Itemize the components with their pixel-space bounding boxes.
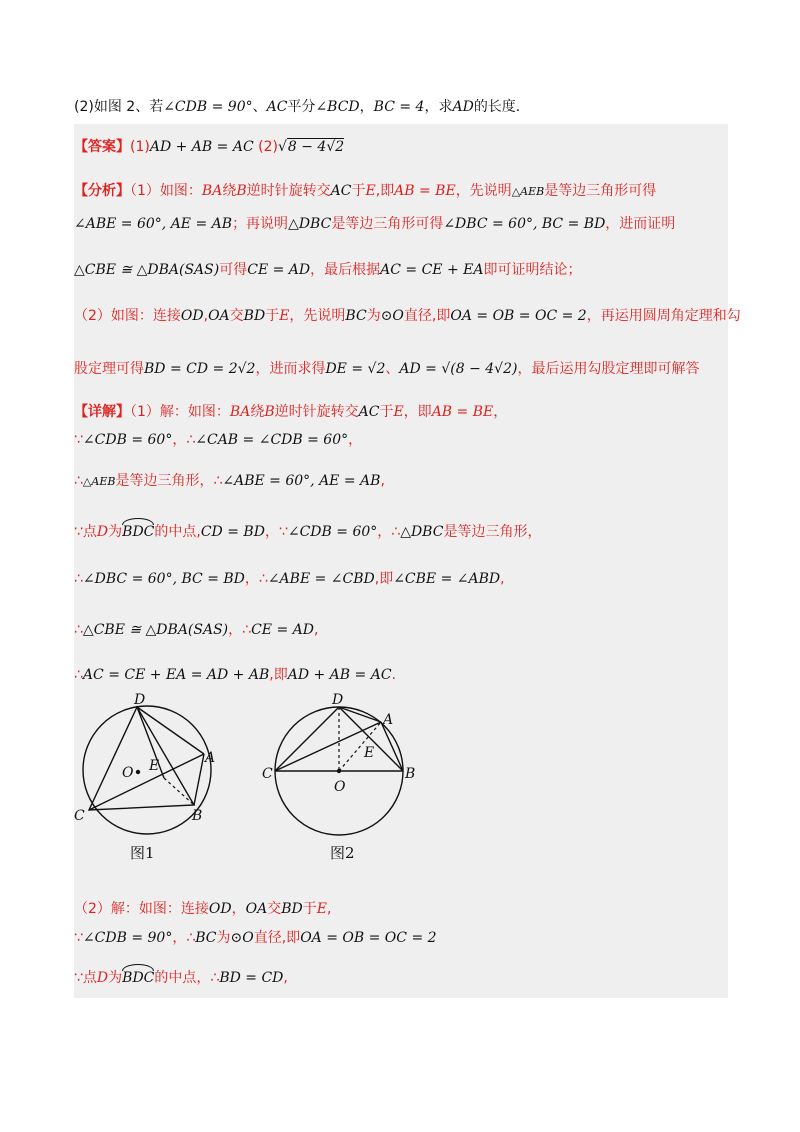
detail-line-7: ∴AC = CE + EA = AD + AB,即AD + AB = AC.: [74, 667, 396, 683]
fig1-label-d: D: [134, 692, 146, 708]
fig2-segment-da: [339, 707, 381, 722]
analysis-line-3: △CBE ≅ △DBA(SAS)可得CE = AD，最后根据AC = CE + EA即可证明结论；: [74, 262, 582, 278]
fig1-label-c: C: [74, 808, 85, 824]
detail-line-4: ∵点D为 BDC的中点,CD = BD，∵∠CDB = 60°，∴△DBC是等边三角形，: [74, 521, 541, 541]
fig2-caption: 图2: [330, 844, 355, 862]
detail-line-1: 【详解】（1）解：如图：BA绕B逆时针旋转交AC于E，即AB = BE，: [74, 404, 508, 420]
figure-2: [262, 690, 432, 860]
fig1-caption: 图1: [130, 844, 155, 862]
fig2-label-e: E: [364, 745, 375, 761]
fig2-segment-ab: [381, 722, 403, 771]
analysis-line-1: 【分析】（1）如图：BA绕B逆时针旋转交AC于E,即AB = BE，先说明△AEB是等边三角形可得: [74, 183, 657, 199]
analysis-line-4: （2）如图：连接OD,OA交BD于E，先说明BC为⊙O直径,即OA = OB = OC = 2，再运用圆周角定理和勾: [74, 308, 741, 324]
solution-panel: [74, 124, 728, 998]
fig2-segment-oa-dashed: [339, 722, 381, 771]
answer-line: 【答案】(1)AD + AB = AC (2)√8 − 4√2: [74, 139, 345, 155]
detail-line-5: ∴∠DBC = 60°, BC = BD，∴∠ABE = ∠CBD,即∠CBE = ∠ABD,: [74, 571, 505, 587]
analysis-line-2: ∠ABE = 60°, AE = AB；再说明△DBC是等边三角形可得∠DBC = 60°, BC = BD，进而证明: [74, 216, 676, 232]
analysis-line-5: 股定理可得BD = CD = 2√2，进而求得DE = √2、AD = √(8 − 4√2)，最后运用勾股定理即可解答: [74, 361, 700, 377]
fig1-label-o: O: [122, 765, 134, 781]
fig2-label-o: O: [334, 779, 346, 795]
fig2-center-dot: [337, 769, 341, 773]
fig1-label-b: B: [192, 808, 203, 824]
fig1-segment-ab: [194, 754, 204, 805]
question-line: (2)如图 2、若∠CDB = 90°、AC平分∠BCD，BC = 4，求AD的长度.: [74, 99, 521, 115]
fig1-center-dot: [136, 770, 140, 774]
fig1-segment-eb-dashed: [164, 778, 194, 805]
detail2-line-3: ∵点D为 BDC的中点，∴BD = CD,: [74, 967, 288, 987]
fig2-segment-db: [339, 707, 403, 771]
fig1-segment-ca: [89, 754, 204, 810]
fig1-label-a: A: [205, 750, 216, 766]
fig1-segment-da: [137, 707, 204, 754]
fig2-label-b: B: [405, 766, 416, 782]
figure-1: [72, 690, 242, 860]
detail2-line-1: （2）解：如图：连接OD，OA交BD于E,: [74, 901, 332, 917]
detail-line-3: ∴△AEB是等边三角形，∴∠ABE = 60°, AE = AB,: [74, 473, 385, 489]
fig1-label-e: E: [149, 758, 160, 774]
fig2-label-c: C: [262, 766, 273, 782]
detail-line-2: ∵∠CDB = 60°，∴∠CAB = ∠CDB = 60°，: [74, 432, 363, 448]
detail2-line-2: ∵∠CDB = 90°，∴BC为⊙O直径,即OA = OB = OC = 2: [74, 930, 437, 946]
detail-line-6: ∴△CBE ≅ △DBA(SAS)，∴CE = AD,: [74, 622, 319, 638]
fig2-label-d: D: [332, 692, 344, 708]
fig2-segment-cd: [275, 707, 339, 771]
fig2-label-a: A: [383, 712, 394, 728]
